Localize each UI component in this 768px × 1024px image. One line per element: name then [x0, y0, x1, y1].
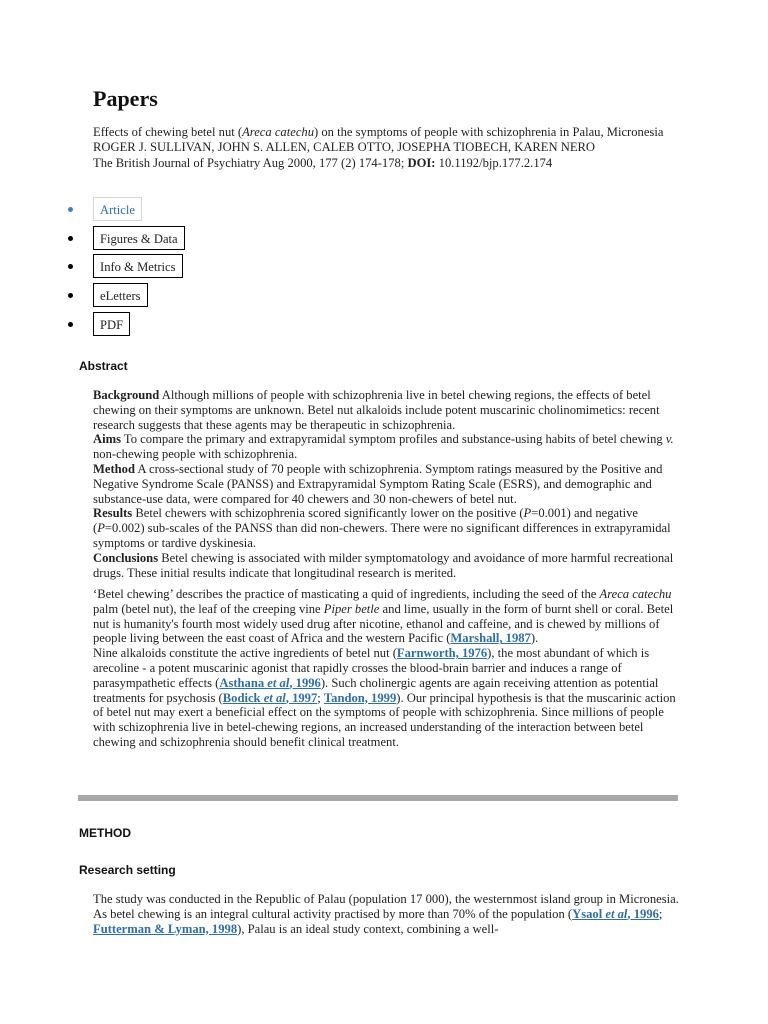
abstract-method: Method A cross-sectional study of 70 people with schizophrenia. Symptom ratings measured by the Positive and Negative Syndrome Scale (PANSS) and Extrapyramidal Symptom Rating Scale (ESRS), and demographic and substance-use data, were compared for 40 chewers and 30 non-chewers of betel nut.	[93, 461, 663, 506]
tab-label[interactable]: Figures & Data	[93, 226, 185, 250]
ref-marshall-1987[interactable]: Marshall, 1987	[450, 631, 531, 646]
tab-label[interactable]: PDF	[93, 312, 130, 336]
method-heading: METHOD	[79, 826, 131, 840]
page-heading: Papers	[93, 86, 158, 111]
intro-paragraph: Nine alkaloids constitute the active ingredients of betel nut (Farnworth, 1976), the most abundant of which is arecoline - a potent muscarinic agonist that rapidly crosses the blood-brain barrier and induces a range of parasympathetic effects (Asthana et al, 1996). Such cholinergic agents are again receiving attention as potential treatments for psychosis (Bodick et al, 1997; Tandon, 1999). Our principal hypothesis is that the muscarinic action of betel nut may exert a beneficial effect on the symptoms of people with schizophrenia. Since millions of people with schizophrenia live in betel-chewing regions, an increased understanding of the interaction between betel chewing and schizophrenia should benefit clinical treatment.	[93, 646, 676, 749]
bullet-icon	[68, 264, 73, 269]
method-body	[93, 892, 683, 936]
ref-bodick-1997[interactable]: Bodick et al, 1997	[222, 690, 318, 705]
abstract-conclusions: Conclusions Betel chewing is associated with milder symptomatology and avoidance of more harmful recreational drugs. These initial results indicate that longitudinal research is merited.	[93, 550, 674, 580]
ref-ysaol-1996[interactable]: Ysaol et al, 1996	[572, 906, 659, 921]
method-paragraph: The study was conducted in the Republic of Palau (population 17 000), the westernmost island group in Micronesia. As betel chewing is an integral cultural activity practised by more than 70% of the population (Ysaol et al, 1996; Futterman & Lyman, 1998), Palau is an ideal study context, combining a well-	[93, 892, 679, 936]
bullet-icon	[68, 236, 73, 241]
ref-tandon-1999[interactable]: Tandon, 1999	[323, 690, 397, 705]
abstract-body	[93, 388, 683, 580]
doi-label: DOI:	[407, 155, 436, 170]
paper-authors: ROGER J. SULLIVAN, JOHN S. ALLEN, CALEB OTTO, JOSEPHA TIOBECH, KAREN NERO	[93, 140, 596, 155]
abstract-results: Results Betel chewers with schizophrenia scored significantly lower on the positive (P=0.001) and negative (P=0.002) sub-scales of the PANSS than did non-chewers. There were no significant differences in extrapyramidal symptoms or tardive dyskinesia.	[93, 506, 671, 550]
research-setting-heading: Research setting	[79, 863, 176, 877]
tab-label[interactable]: Article	[93, 197, 142, 221]
abstract-aims: Aims To compare the primary and extrapyramidal symptom profiles and substance-using habits of betel chewing v. non-chewing people with schizophrenia.	[93, 432, 674, 462]
ref-farnworth-1976[interactable]: Farnworth, 1976	[396, 646, 488, 661]
bullet-icon	[68, 207, 73, 212]
bullet-icon	[68, 293, 73, 298]
abstract-background: Background Although millions of people with schizophrenia live in betel chewing regions, the effects of betel chewing on their symptoms are unknown. Betel nut alkaloids include potent muscarinic cholinomimetics: recent research suggests that these agents may be therapeutic in schizophrenia.	[93, 388, 660, 432]
doi-value: 10.1192/bjp.177.2.174	[438, 155, 553, 170]
ref-futterman-lyman-1998[interactable]: Futterman & Lyman, 1998	[93, 921, 238, 936]
intro-paragraph: ‘Betel chewing’ describes the practice of masticating a quid of ingredients, including the seed of the Areca catechu palm (betel nut), the leaf of the creeping vine Piper betle and lime, usually in the form of burnt shell or coral. Betel nut is humanity's fourth most widely used drug after nicotine, ethanol and caffeine, and is chewed by millions of people living between the east coast of Africa and the western Pacific (Marshall, 1987).	[93, 587, 674, 646]
paper-meta	[93, 125, 683, 171]
species-name: Areca catechu	[242, 125, 315, 139]
bullet-icon	[68, 322, 73, 327]
section-divider	[78, 795, 678, 801]
tab-label[interactable]: Info & Metrics	[93, 254, 183, 278]
paper-citation: The British Journal of Psychiatry Aug 2000, 177 (2) 174-178; DOI: 10.1192/bjp.177.2.174	[93, 155, 553, 170]
ref-asthana-1996[interactable]: Asthana et al, 1996	[219, 675, 321, 690]
tab-label[interactable]: eLetters	[93, 283, 148, 307]
paper-title: Effects of chewing betel nut (Areca catechu) on the symptoms of people with schizophrenia in Palau, Micronesia	[93, 125, 664, 139]
introduction-body	[93, 587, 683, 750]
abstract-heading: Abstract	[79, 359, 128, 373]
